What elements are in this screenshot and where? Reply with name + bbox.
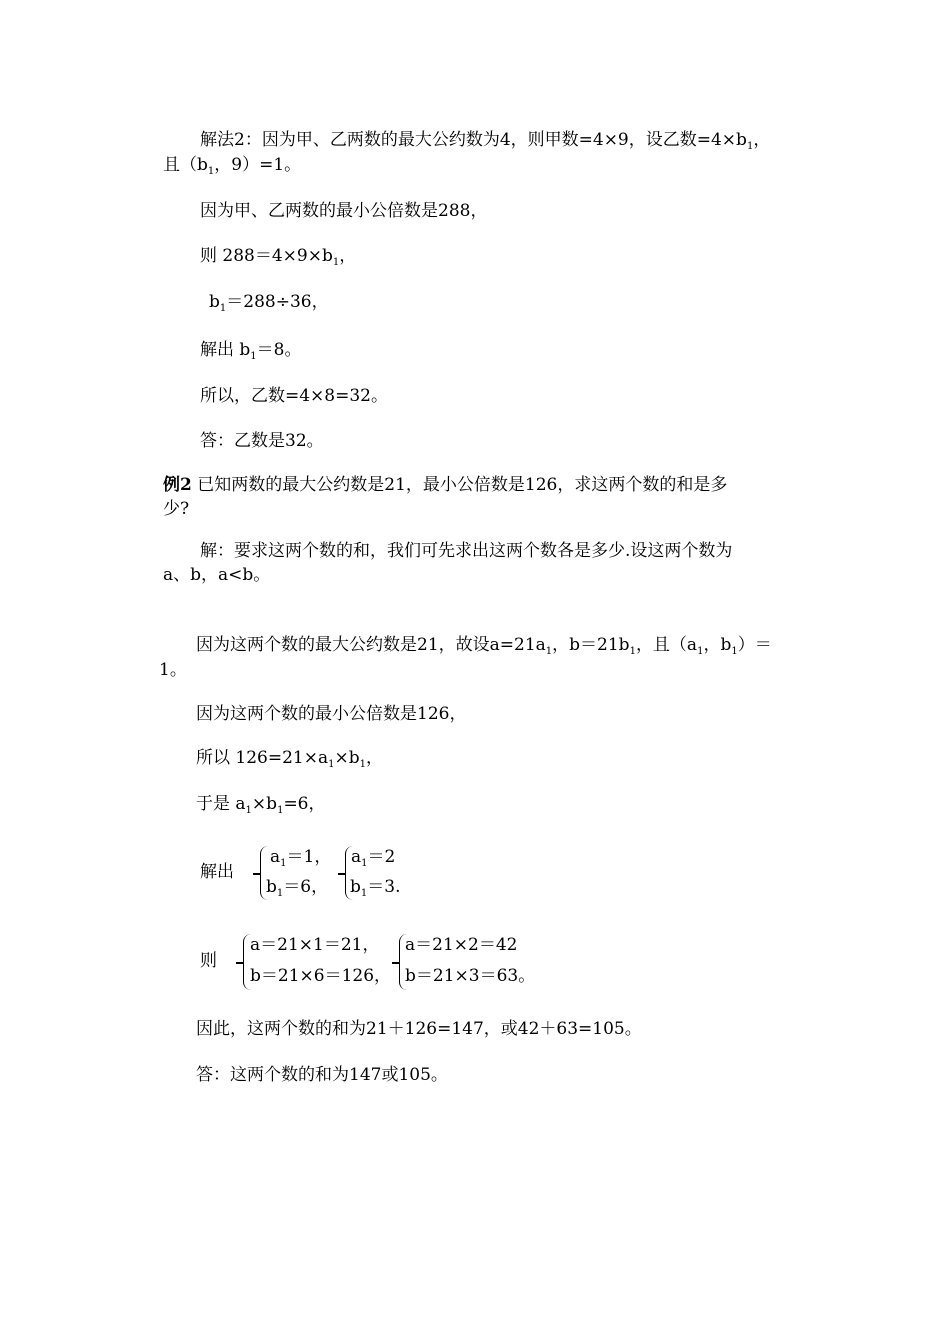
system2a-row1: a＝21×1＝21，: [250, 935, 380, 955]
solution-intro: 解：要求这两个数的和，我们可先求出这两个数各是多少.设这两个数为: [200, 541, 733, 561]
gcd-setup-cont: 1。: [159, 660, 187, 680]
solution2-line2: 且（$b_1$，9）=1。: [163, 155, 302, 177]
solve-label: 解出: [200, 862, 234, 882]
result-yi: 所以，乙数=4×8=32。: [200, 386, 388, 406]
result-b1: 解出 $b_1=8$。: [200, 340, 302, 362]
system1b-row2: $b_1=3$.: [350, 877, 401, 899]
lcm-126-statement: 因为这两个数的最小公倍数是126，: [196, 704, 467, 724]
answer-1: 答：乙数是32。: [200, 431, 324, 451]
system2a-row2: b＝21×6＝126，: [250, 966, 392, 986]
example2-label: 例2: [163, 475, 192, 495]
system2b-row2: b＝21×3＝63。: [405, 966, 536, 986]
solution2-line1: 解法2：因为甲、乙两数的最大公约数为4，则甲数=4×9，设乙数$=4\times b_1$，: [200, 130, 771, 152]
example2-title: 例2 已知两数的最大公约数是21，最小公倍数是126，求这两个数的和是多: [163, 475, 728, 495]
gcd-setup: 因为这两个数的最大公约数是21，故设$a=21a_1$，$b=21b_1$，且（$a_1$，$b_1)=$: [196, 635, 772, 657]
system1b-row1: $a_1=2$: [351, 847, 396, 869]
system2b-row1: a＝21×2＝42: [405, 935, 518, 955]
system1a-row2: $b_1=6$，: [266, 877, 329, 899]
answer-2: 答：这两个数的和为147或105。: [196, 1065, 448, 1085]
equation-126: 所以 $126=21\times a_1\times b_1$，: [196, 748, 383, 770]
system1a-row1: $a_1=1$，: [270, 847, 332, 869]
example2-title-cont: 少?: [163, 499, 190, 519]
solution-intro-cont: a、b，a<b。: [163, 565, 271, 585]
then-label: 则: [200, 951, 217, 971]
equation-b1-division: $b_1=288\div 36$，: [209, 292, 329, 314]
sum-statement: 因此，这两个数的和为21＋126=147，或42＋63=105。: [196, 1019, 642, 1039]
equation-288: 则 $288=4\times 9\times b_1$，: [200, 246, 357, 268]
equation-product: 于是 $a_1\times b_1=6$，: [196, 794, 326, 816]
lcm-statement: 因为甲、乙两数的最小公倍数是288，: [200, 201, 488, 221]
